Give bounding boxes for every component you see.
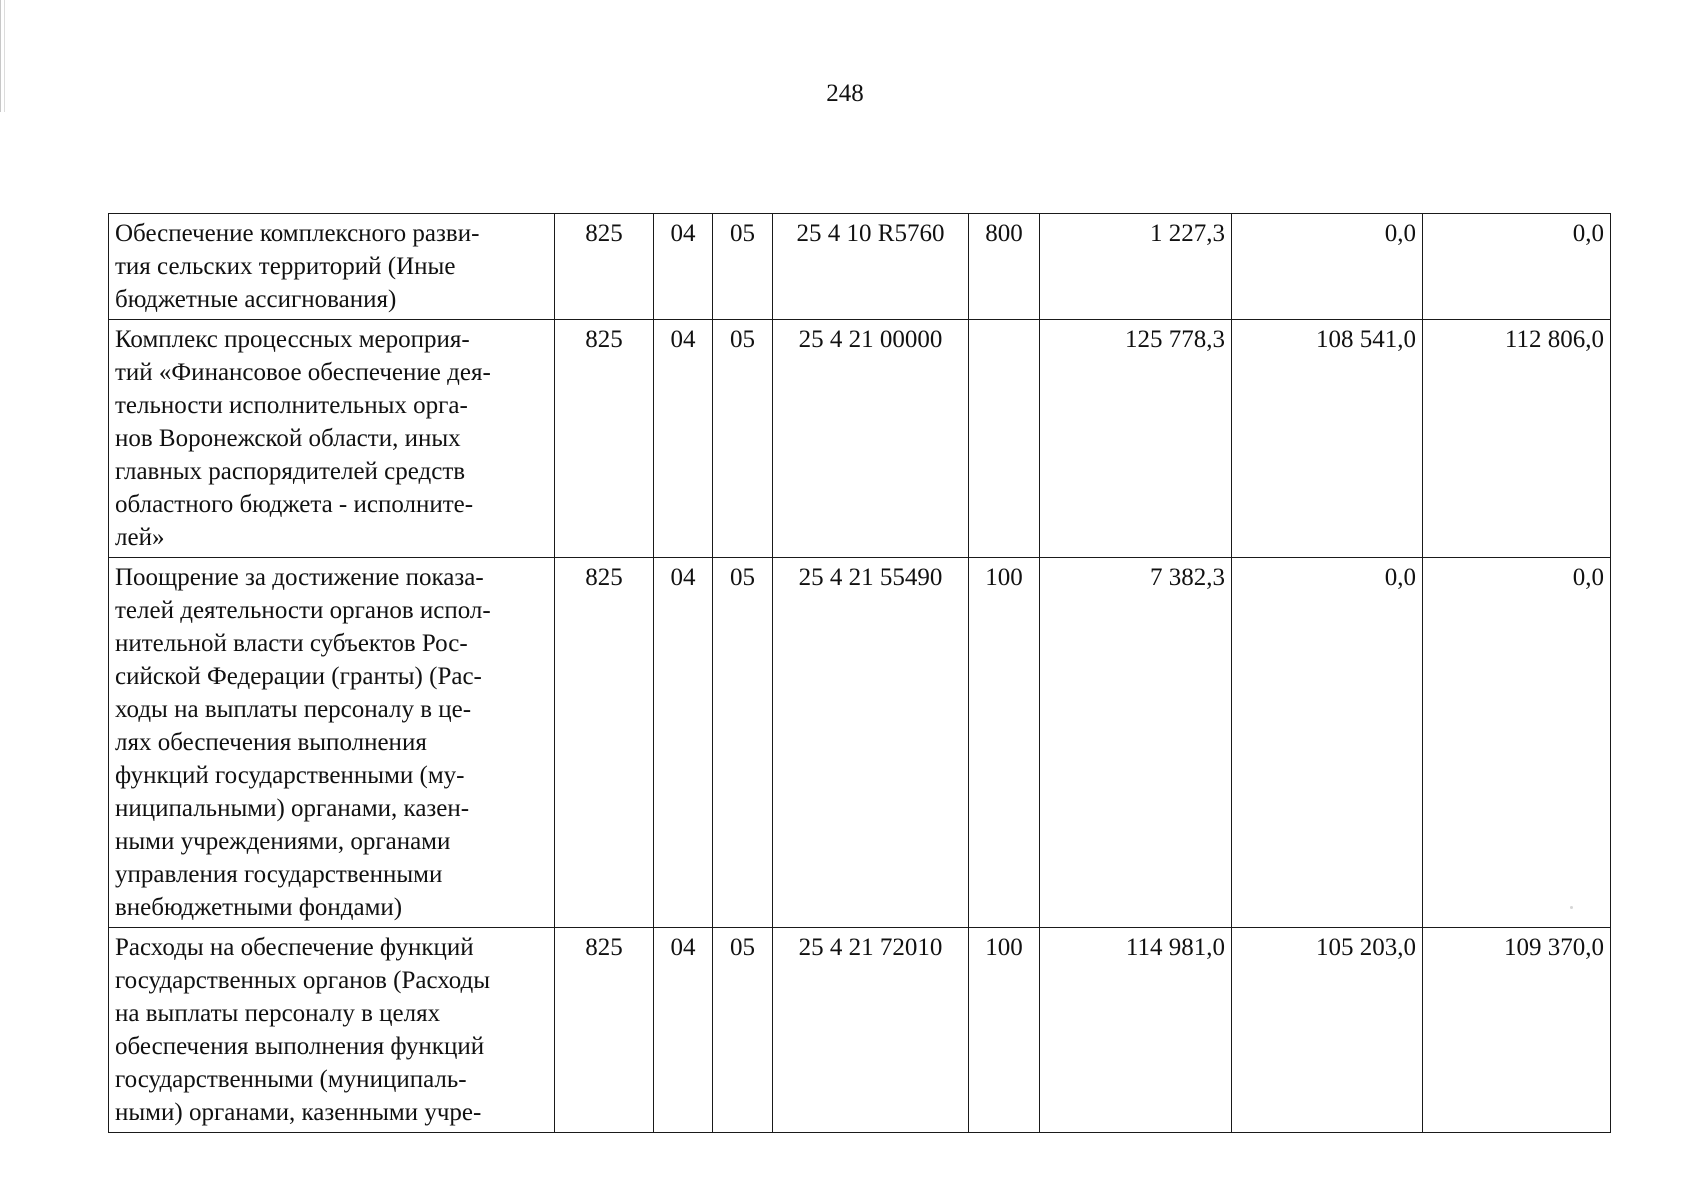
cell-rz: 04 bbox=[654, 214, 713, 320]
table-row bbox=[109, 320, 1611, 558]
cell-sum-year2: 0,0 bbox=[1232, 558, 1423, 928]
cell-name-text: Поощрение за достижение показа- телей деятельности органов испол- нительной власти субъектов Рос- сийской Федерации (гранты) (Рас- ходы на выплаты персоналу в це- лях обеспечения выполнения функций государственными (му- ниципальными) органами, казен- ными учреждениями, органами управления государственными внебюджетными фондами) bbox=[115, 564, 491, 921]
cell-sum-year3: 0,0 bbox=[1423, 214, 1611, 320]
page-number: 248 bbox=[826, 80, 864, 107]
table-row bbox=[109, 214, 1611, 320]
cell-name-text: Обеспечение комплексного разви- тия сельских территорий (Иные бюджетные ассигнования) bbox=[115, 220, 480, 313]
cell-csr: 25 4 21 00000 bbox=[773, 320, 969, 558]
cell-name bbox=[109, 928, 555, 1133]
cell-grs: 825 bbox=[555, 214, 654, 320]
scan-speck bbox=[1570, 906, 1573, 909]
cell-sum-year3: 0,0 bbox=[1423, 558, 1611, 928]
cell-name bbox=[109, 558, 555, 928]
cell-pr: 05 bbox=[713, 214, 773, 320]
table-row bbox=[109, 928, 1611, 1133]
cell-sum-year2: 0,0 bbox=[1232, 214, 1423, 320]
cell-name-text: Комплекс процессных мероприя- тий «Финансовое обеспечение дея- тельности исполнительных орга- нов Воронежской области, иных главных распорядителей средств областного бюджета - исполните- лей» bbox=[115, 326, 491, 551]
cell-vr: 800 bbox=[969, 214, 1040, 320]
cell-name bbox=[109, 214, 555, 320]
cell-rz: 04 bbox=[654, 558, 713, 928]
cell-pr: 05 bbox=[713, 320, 773, 558]
cell-sum-year3: 109 370,0 bbox=[1423, 928, 1611, 1133]
cell-pr: 05 bbox=[713, 928, 773, 1133]
cell-sum-year1: 114 981,0 bbox=[1040, 928, 1232, 1133]
cell-rz: 04 bbox=[654, 320, 713, 558]
table-row bbox=[109, 558, 1611, 928]
cell-csr: 25 4 21 55490 bbox=[773, 558, 969, 928]
cell-grs: 825 bbox=[555, 928, 654, 1133]
cell-sum-year1: 7 382,3 bbox=[1040, 558, 1232, 928]
cell-rz: 04 bbox=[654, 928, 713, 1133]
cell-grs: 825 bbox=[555, 558, 654, 928]
cell-sum-year3: 112 806,0 bbox=[1423, 320, 1611, 558]
cell-name bbox=[109, 320, 555, 558]
cell-sum-year2: 105 203,0 bbox=[1232, 928, 1423, 1133]
budget-allocation-table bbox=[108, 213, 1611, 1133]
cell-pr: 05 bbox=[713, 558, 773, 928]
cell-csr: 25 4 10 R5760 bbox=[773, 214, 969, 320]
cell-csr: 25 4 21 72010 bbox=[773, 928, 969, 1133]
cell-name-text: Расходы на обеспечение функций государственных органов (Расходы на выплаты персоналу в целях обеспечения выполнения функций государственными (муниципаль- ными) органами, казенными учре- bbox=[115, 934, 491, 1126]
cell-grs: 825 bbox=[555, 320, 654, 558]
cell-vr: 100 bbox=[969, 928, 1040, 1133]
cell-sum-year1: 1 227,3 bbox=[1040, 214, 1232, 320]
cell-vr: 100 bbox=[969, 558, 1040, 928]
cell-sum-year2: 108 541,0 bbox=[1232, 320, 1423, 558]
cell-sum-year1: 125 778,3 bbox=[1040, 320, 1232, 558]
cell-vr bbox=[969, 320, 1040, 558]
